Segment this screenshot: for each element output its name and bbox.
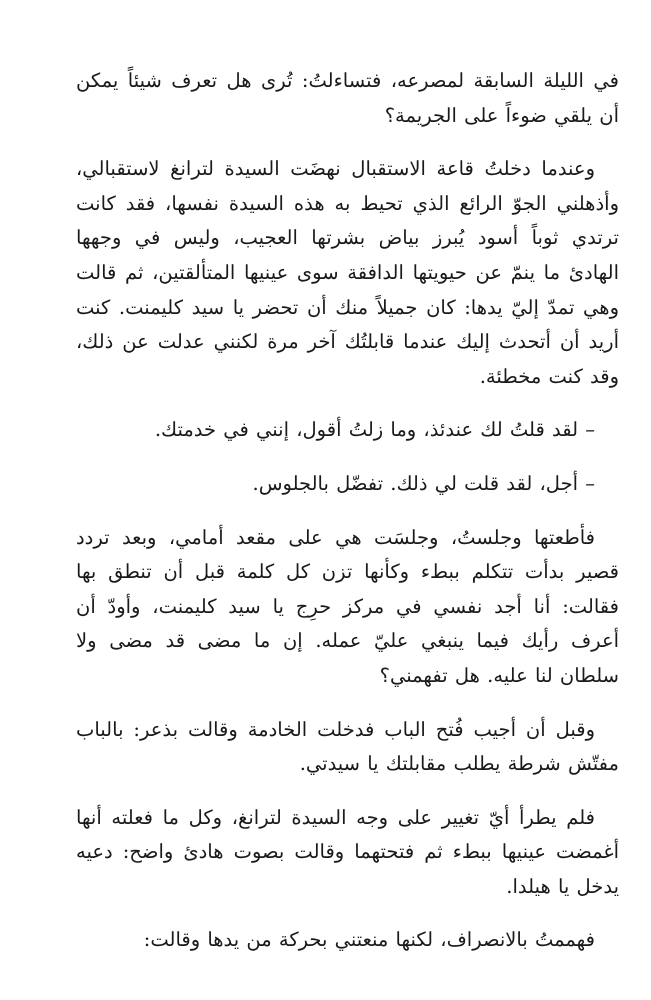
paragraph-continuation: في الليلة السابقة لمصرعه، فتساءلتُ: تُرى هل تعرف شيئاً يمكن أن يلقي ضوءاً على الجريمة؟	[76, 69, 619, 127]
paragraph-reception-hall: وعندما دخلتُ قاعة الاستقبال نهضَت السيدة لترانغ لاستقبالي، وأذهلني الجوّ الرائع الذي تحيط به هذه السيدة نفسها، فقد كانت ترتدي ثوباً أسود يُبرز بياض بشرتها العجيب، وليس في وجهها الهادئ ما ينمّ عن حيويتها الدافقة سوى عينيها المتألقتين، ثم قالت وهي تمدّ إليّ يدها: كان جميلاً منك أن تحضر يا سيد كليمنت. كنت أريد أن أتحدث إليك عندما قابلتُك آخر مرة لكنني عدلت عن ذلك، وقد كنت مخطئة.	[76, 157, 619, 388]
book-page	[76, 64, 619, 1000]
paragraph-difficult-position: فأطعتها وجلستُ، وجلسَت هي على مقعد أمامي، وبعد تردد قصير بدأت تتكلم ببطء وكأنها تزن كل كلمة قبل أن تنطق بها فقالت: أنا أجد نفسي في مركز حرِج يا سيد كليمنت، وأودّ أن أعرف رأيك فيما ينبغي عليّ عمله. إن ما مضى قد مضى ولا سلطان لنا عليه. هل تفهمني؟	[76, 525, 619, 687]
dialogue-line-at-service: – لقد قلتُ لك عندئذ، وما زلتُ أقول، إنني في خدمتك.	[154, 418, 595, 442]
paragraph-let-him-in: فلم يطرأ أيّ تغيير على وجه السيدة لترانغ، وكل ما فعلته أنها أغمضت عينيها ببطء ثم فتحتهما وقالت بصوت هادئ واضح: دعيه يدخل يا هيلدا.	[76, 805, 619, 898]
paragraph-about-to-leave: فهممتُ بالانصراف، لكنها منعتني بحركة من يدها وقالت:	[143, 928, 595, 952]
dialogue-line-please-sit: – أجل، لقد قلت لي ذلك. تفضّل بالجلوس.	[252, 471, 595, 495]
paragraph-maid-enters: وقبل أن أجيب فُتح الباب فدخلت الخادمة وقالت بذعر: بالباب مفتّش شرطة يطلب مقابلتك يا سيدتي.	[76, 717, 619, 776]
